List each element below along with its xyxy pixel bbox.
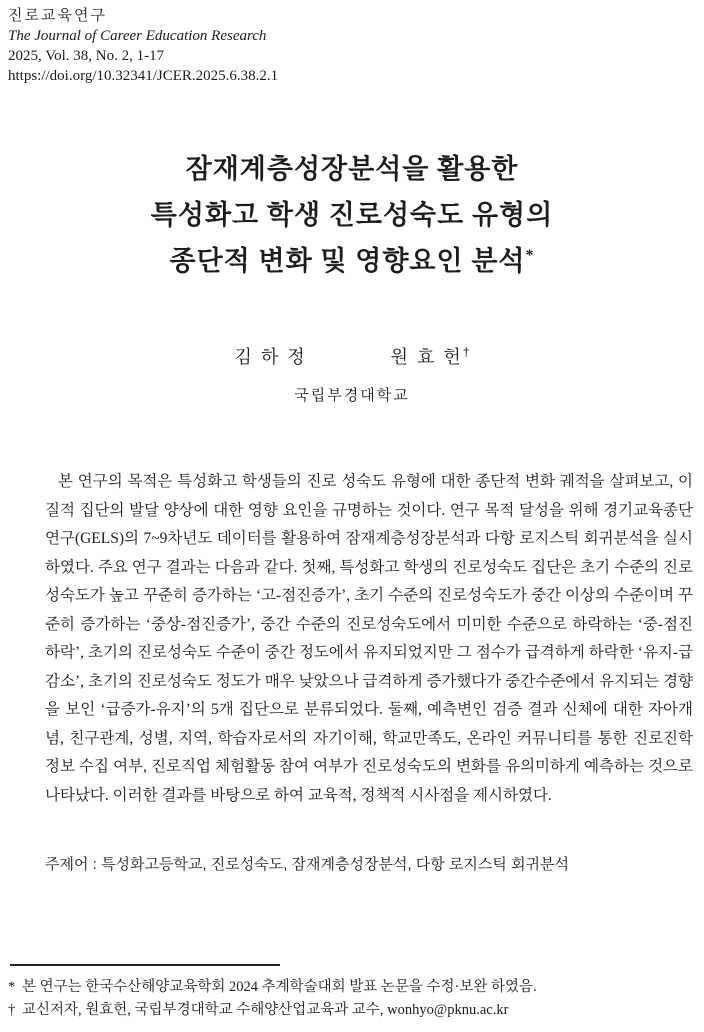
keywords-label: 주제어 :	[45, 856, 101, 873]
footnotes-block	[8, 976, 698, 1021]
author-second-dagger: †	[462, 345, 470, 359]
article-title-line-2: 특성화고 학생 진로성숙도 유형의	[150, 200, 554, 230]
footnote-corresponding-author-text: 교신저자, 원효헌, 국립부경대학교 수해양산업교육과 교수, wonhyo@pknu.ac.kr	[22, 1001, 509, 1018]
title-footnote-asterisk: *	[525, 247, 535, 264]
footnote-revision-note	[8, 976, 698, 999]
footnote-revision-text: 본 연구는 한국수산해양교육학회 2024 추계학술대회 발표 논문을 수정·보완 하였음.	[22, 979, 537, 995]
abstract-paragraph: 본 연구의 목적은 특성화고 학생들의 진로 성숙도 유형에 대한 종단적 변화 궤적을 살펴보고, 이질적 집단의 발달 양상에 대한 영향 요인을 규명하는 것이다. 연구 목적 달성을 위해 경기교육종단연구(GELS)의 7~9차년도 데이터를 활용하여 잠재계층성장분석과 다항 로지스틱 회귀분석을 실시하였다. 주요 연구 결과는 다음과 같다. 첫째, 특성화고 학생의 진로성숙도 집단은 초기 수준의 진로성숙도가 높고 꾸준히 증가하는 ‘고-점진증가’, 초기 수준의 진로성숙도가 중간 이상의 수준이며 꾸준히 증가하는 ‘중상-점진증가’, 중간 수준의 진로성숙도에서 미미한 수준으로 하락하는 ‘중-점진하락’, 초기의 진로성숙도 수준이 중간 정도에서 유지되었지만 그 점수가 급격하게 하락한 ‘유지-급감소’, 초기의 진로성숙도 정도가 매우 낮았으나 급격하게 증가했다가 중간수준에서 유지되는 경향을 보인 ‘급증가-유지’의 5개 집단으로 분류되었다. 둘째, 예측변인 검증 결과 신체에 대한 자아개념, 친구관계, 성별, 지역, 학습자로서의 자기이해, 학교만족도, 온라인 커뮤니티를 통한 진로진학 정보 수집 여부, 진로직업 체험활동 참여 여부가 진로성숙도의 변화를 유의미하게 예측하는 것으로 나타났다. 이러한 결과를 바탕으로 하여 교육적, 정책적 시사점을 제시하였다.	[45, 473, 693, 804]
article-title	[0, 146, 704, 284]
journal-name-english: The Journal of Career Education Research	[8, 28, 267, 44]
article-title-line-1: 잠재계층성장분석을 활용한	[185, 154, 519, 184]
journal-issue-info: 2025, Vol. 38, No. 2, 1-17	[8, 48, 165, 64]
author-first-name: 김 하 정	[234, 347, 307, 367]
authors-row	[0, 343, 704, 369]
footnote-asterisk-marker: *	[8, 979, 16, 995]
keywords-text: 특성화고등학교, 진로성숙도, 잠재계층성장분석, 다항 로지스틱 회귀분석	[100, 856, 570, 873]
author-second	[391, 343, 470, 369]
article-title-line-3	[0, 238, 704, 284]
footnote-separator-line	[10, 964, 280, 966]
affiliation: 국립부경대학교	[294, 388, 410, 404]
journal-header	[8, 6, 278, 86]
author-second-name: 원 효 헌	[390, 347, 463, 367]
doi-link: https://doi.org/10.32341/JCER.2025.6.38.2.1	[8, 68, 279, 84]
footnote-dagger-marker: †	[8, 1001, 16, 1018]
footnote-corresponding-author	[8, 999, 698, 1022]
article-title-line-3-text: 종단적 변화 및 영향요인 분석	[169, 246, 526, 276]
keywords-line	[45, 855, 693, 875]
journal-name-korean: 진로교육연구	[8, 8, 107, 24]
author-first	[234, 343, 306, 369]
